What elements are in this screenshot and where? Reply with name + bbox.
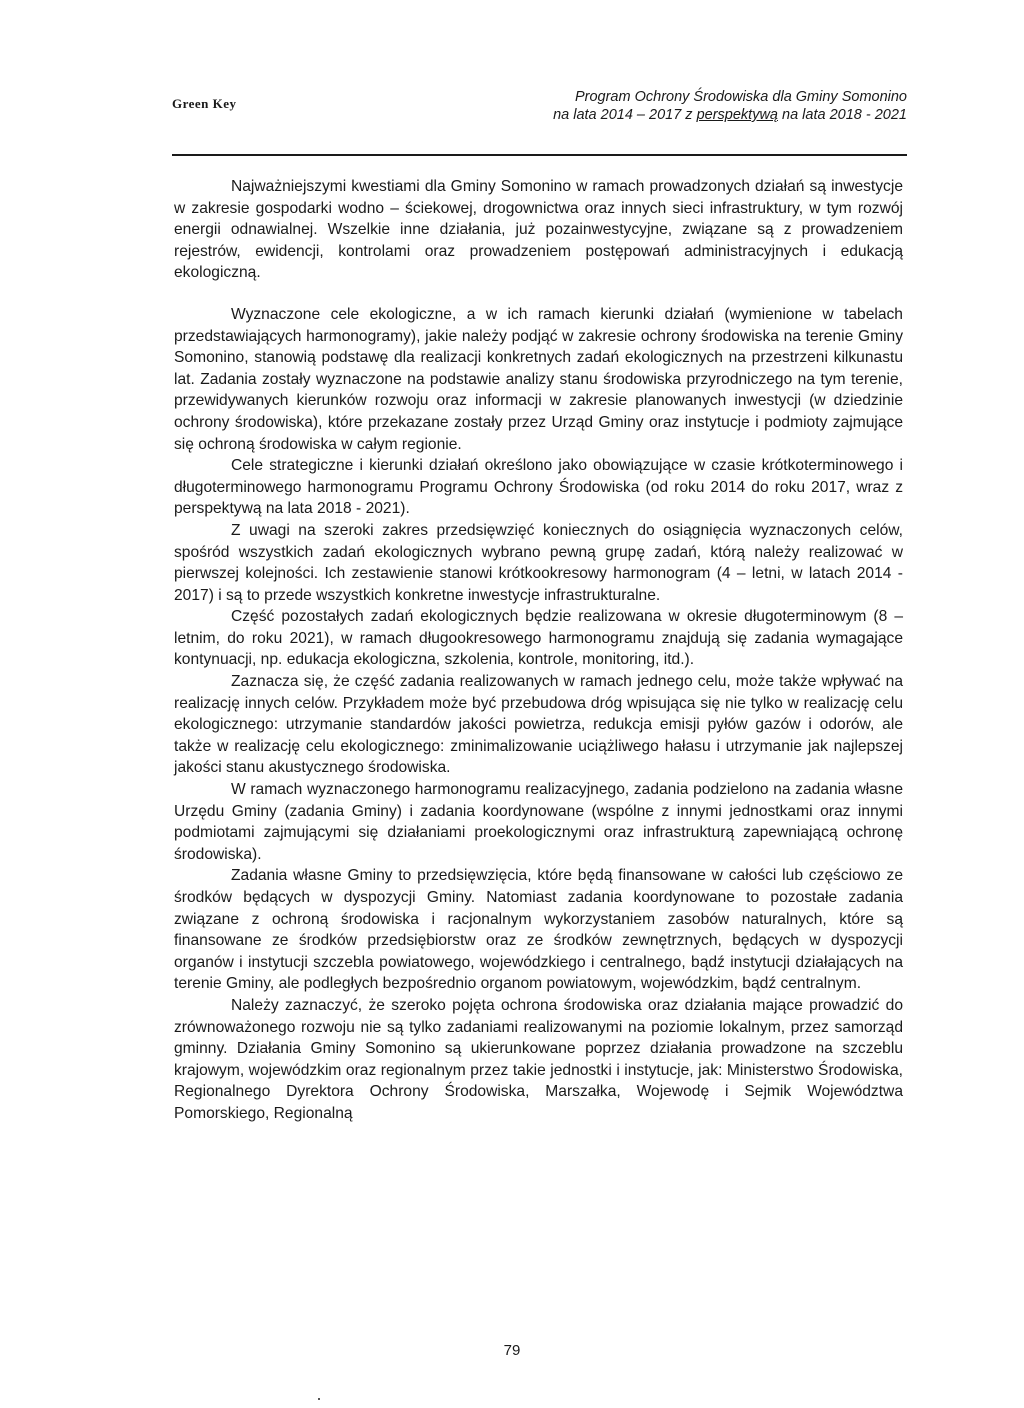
paragraph: Część pozostałych zadań ekologicznych będzie realizowana w okresie długoterminowym (8 – letnim, do roku 2021), w ramach długookresowego harmonogramu znajdują się zadania wymagające kontynuacji, np. edukacja ekologiczna, szkolenia, kontrole, monitoring, itd.). [174,608,903,669]
page-header [172,88,907,156]
paragraph: W ramach wyznaczonego harmonogramu realizacyjnego, zadania podzielono na zadania własne Urzędu Gminy (zadania Gminy) i zadania koordynowane (wspólne z innymi jednostkami oraz innymi podmiotami zajmującymi się działaniami proekologicznymi oraz infrastrukturą zapewniającą ochronę środowiska). [174,781,903,863]
paragraph: Należy zaznaczyć, że szeroko pojęta ochrona środowiska oraz działania mające prowadzić do zrównoważonego rozwoju nie są tylko zadaniami realizowanymi na poziomie lokalnym, przez samorząd gminny. Działania Gminy Somonino są ukierunkowane poprzez działania prowadzone na szczeblu krajowym, wojewódzkim oraz regionalnym przez takie jednostki i instytucje, jak: Ministerstwo Środowiska, Regionalnego Dyrektora Ochrony Środowiska, Marszałka, Wojewodę i Sejmik Województwa Pomorskiego, Regionalną [174,996,903,1122]
paragraph: Wyznaczone cele ekologiczne, a w ich ramach kierunki działań (wymienione w tabelach przedstawiających harmonogramy), jakie należy podjąć w zakresie ochrony środowiska na terenie Gminy Somonino, stanowią podstawę dla realizacji konkretnych zadań ekologicznych na przestrzeni kilkunastu lat. Zadania zostały wyznaczone na podstawie analizy stanu środowiska przyrodniczego na tym terenie, przewidywanych kierunków rozwoju oraz informacji w zakresie planowanych inwestycji (w dziedzinie ochrony środowiska), które przekazane zostały przez Urząd Gminy oraz instytucje i podmioty zajmujące się ochroną środowiska w całym regionie. [174,305,903,453]
paragraph: Zaznacza się, że część zadania realizowanych w ramach jednego celu, może także wpływać na realizację innych celów. Przykładem może być przebudowa dróg wpisująca się nie tylko w realizację celu ekologicznego: utrzymanie standardów jakości powietrza, redukcja emisji pyłów gazów i odorów, ale także w realizację celu ekologicznego: zminimalizowanie uciążliwego hałasu i utrzymanie jak najlepszej jakości stanu akustycznego środowiska. [174,673,903,777]
page-number: 79 [503,1342,521,1359]
paragraph: Z uwagi na szeroki zakres przedsięwzięć koniecznych do osiągnięcia wyznaczonych celów, spośród wszystkich zadań ekologicznych wybrano pewną grupę zadań, którą należy realizować w pierwszej kolejności. Ich zestawienie stanowi krótkookresowy harmonogram (4 – letni, w latach 2014 - 2017) i są to przede wszystkich konkretne inwestycje infrastrukturalne. [174,521,903,604]
scan-speck [318,1398,320,1400]
paragraph: Zadania własne Gminy to przedsięwzięcia, które będą finansowane w całości lub częściowo ze środków będących w dyspozycji Gminy. Natomiast zadania koordynowane to pozostałe zadania związane z ochroną środowiska i racjonalnym wykorzystaniem zasobów naturalnych, które są finansowane ze środków przedsiębiorstw oraz ze środków zewnętrznych, będących w dyspozycji organów i instytucji szczebla powiatowego, wojewódzkiego i centralnego, bądź instytucji działających na terenie Gminy, ale podległych bezpośrednio organom powiatowym, wojewódzkim, bądź centralnym. [174,867,903,993]
body-text [174,176,903,1125]
subtitle-prefix: na lata 2014 – 2017 z [553,107,697,123]
paragraph: Cele strategiczne i kierunki działań określono jako obowiązujące w czasie krótkoterminowego i długoterminowego harmonogramu Programu Ochrony Środowiska (od roku 2014 do roku 2017, wraz z perspektywą na lata 2018 - 2021). [174,457,903,518]
paragraph: Najważniejszymi kwestiami dla Gminy Somonino w ramach prowadzonych działań są inwestycje w zakresie gospodarki wodno – ściekowej, drogownictwa oraz innych sieci infrastruktury, w tym rozwój energii odnawialnej. Wszelkie inne działania, już pozainwestycyjne, związane są z prowadzeniem rejestrów, ewidencji, kontrolami oraz prowadzeniem postępowań administracyjnych i edukacją ekologiczną. [174,178,903,282]
document-subtitle [553,106,907,124]
brand-name: Green Key [172,96,237,111]
subtitle-suffix: na lata 2018 - 2021 [778,107,907,123]
subtitle-underlined: perspektywą [696,107,778,123]
document-title-block [553,88,907,124]
document-title: Program Ochrony Środowiska dla Gminy Somonino [574,89,907,105]
